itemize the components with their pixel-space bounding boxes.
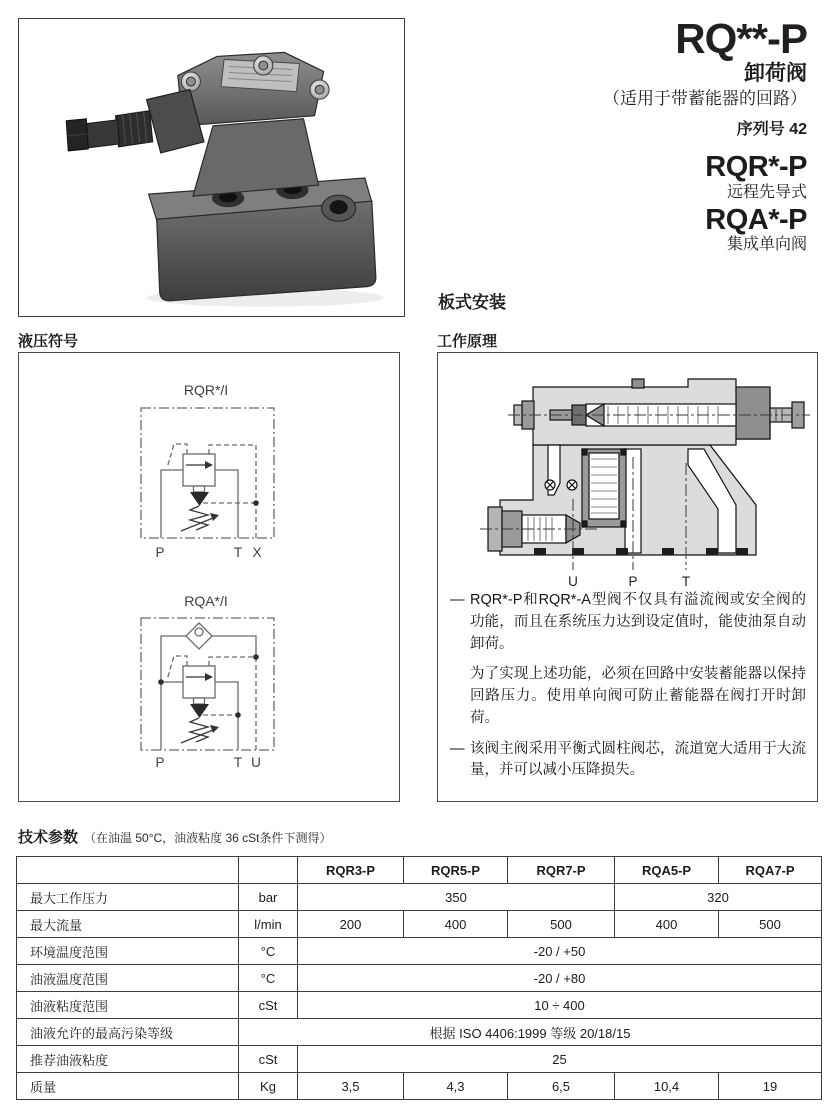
row-unit: cSt: [239, 992, 298, 1019]
table-row-max-flow: [17, 911, 822, 938]
header-empty-unit: [239, 857, 298, 884]
row-unit: cSt: [239, 1046, 298, 1073]
cell-value: 10 ÷ 400: [298, 992, 822, 1019]
series-number-label: 序列号 42: [736, 121, 807, 139]
paragraph-text: 为了实现上述功能，必须在回路中安装蓄能器以保持回路压力。使用单向阀可防止蓄能器在阀打开时卸荷。: [470, 666, 806, 726]
row-unit: l/min: [239, 911, 298, 938]
table-row-fluid-temp: [17, 965, 822, 992]
principle-paragraph: [450, 590, 806, 655]
paragraph-text: 该阀主阀采用平衡式圆柱阀芯，流道宽大适用于大流量，并可以减小压降损失。: [470, 740, 806, 779]
diagram2-port-u: U: [251, 755, 261, 770]
row-unit: bar: [239, 884, 298, 911]
diagram1-label: RQR*/I: [183, 382, 229, 398]
title-block: [603, 15, 807, 255]
table-row-recommended-viscosity: [17, 1046, 822, 1073]
mounting-type-label: 板式安装: [438, 293, 506, 312]
valve-type-label: 卸荷阀: [744, 61, 807, 85]
row-unit: Kg: [239, 1073, 298, 1100]
product-photo-illustration: [19, 19, 404, 316]
row-label: 油液粘度范围: [17, 992, 239, 1019]
cell-value: 500: [508, 911, 615, 938]
symbols-section-title: 液压符号: [18, 333, 79, 350]
table-row-mass: [17, 1073, 822, 1100]
diagram1-port-x: X: [252, 545, 262, 560]
paragraph-text: RQR*-P和RQR*-A型阀不仅具有溢流阀或安全阀的功能，而且在系统压力达到设定值时，能使油泵自动卸荷。: [470, 592, 806, 652]
model-column-header: RQA5-P: [615, 857, 719, 884]
model-rqa-type-label: 集成单向阀: [726, 236, 807, 254]
valve-type-note: （适用于带蓄能器的回路）: [603, 89, 807, 109]
bullet-dash: —: [450, 740, 465, 757]
cell-value: 19: [719, 1073, 822, 1100]
cell-value: 320: [615, 884, 822, 911]
model-column-header: RQR3-P: [298, 857, 404, 884]
principle-box: [437, 352, 818, 802]
page-title-model: RQ**-P: [675, 15, 807, 62]
row-label: 最大流量: [17, 911, 239, 938]
cell-value: 25: [298, 1046, 822, 1073]
model-column-header: RQR7-P: [508, 857, 615, 884]
principle-description: [450, 590, 806, 791]
bullet-dash: —: [450, 592, 465, 608]
principle-paragraph: [450, 739, 806, 783]
table-header-row: [17, 857, 822, 884]
cell-value: -20 / +80: [298, 965, 822, 992]
row-label: 油液温度范围: [17, 965, 239, 992]
diagram2-label: RQA*/I: [184, 593, 228, 609]
table-row-viscosity-range: [17, 992, 822, 1019]
table-row-max-pressure: [17, 884, 822, 911]
cell-value: 10,4: [615, 1073, 719, 1100]
cell-value: 350: [298, 884, 615, 911]
cell-value: 200: [298, 911, 404, 938]
specs-section-heading: [18, 826, 332, 847]
principle-section-title: 工作原理: [437, 333, 498, 350]
cell-value: 3,5: [298, 1073, 404, 1100]
model-column-header: RQA7-P: [719, 857, 822, 884]
cell-value: 400: [404, 911, 508, 938]
row-label: 最大工作压力: [17, 884, 239, 911]
cell-value: 500: [719, 911, 822, 938]
product-photo-frame: [18, 18, 405, 317]
cell-value: -20 / +50: [298, 938, 822, 965]
xsec-port-p: P: [628, 574, 638, 589]
xsec-port-u: U: [568, 574, 578, 589]
specs-section-title: 技术参数: [18, 829, 79, 846]
model-rqa-label: RQA*-P: [705, 203, 807, 236]
table-row-ambient-temp: [17, 938, 822, 965]
diagram1-port-t: T: [233, 545, 243, 560]
diagram2-port-t: T: [233, 755, 243, 770]
row-label: 环境温度范围: [17, 938, 239, 965]
cell-value: 根据 ISO 4406:1999 等级 20/18/15: [239, 1019, 822, 1046]
model-rqr-type-label: 远程先导式: [726, 183, 807, 201]
diagram1-port-p: P: [155, 545, 165, 560]
table-row-contamination: [17, 1019, 822, 1046]
row-unit: °C: [239, 965, 298, 992]
principle-paragraph: [450, 664, 806, 729]
row-label: 推荐油液粘度: [17, 1046, 239, 1073]
hydraulic-symbols-diagram: [19, 353, 399, 799]
header-empty-label: [17, 857, 239, 884]
specs-table: [16, 856, 822, 1100]
cell-value: 400: [615, 911, 719, 938]
valve-cross-section: [438, 357, 817, 592]
specs-section-subtitle: （在油温 50°C，油液粘度 36 cSt条件下测得）: [84, 831, 332, 845]
xsec-port-t: T: [681, 574, 691, 589]
bullet-dash: [450, 664, 470, 729]
row-unit: °C: [239, 938, 298, 965]
cell-value: 4,3: [404, 1073, 508, 1100]
row-label: 油液允许的最高污染等级: [17, 1019, 239, 1046]
model-rqr-label: RQR*-P: [705, 151, 807, 184]
cell-value: 6,5: [508, 1073, 615, 1100]
symbols-box: [18, 352, 400, 802]
model-column-header: RQR5-P: [404, 857, 508, 884]
diagram2-port-p: P: [155, 755, 165, 770]
row-label: 质量: [17, 1073, 239, 1100]
